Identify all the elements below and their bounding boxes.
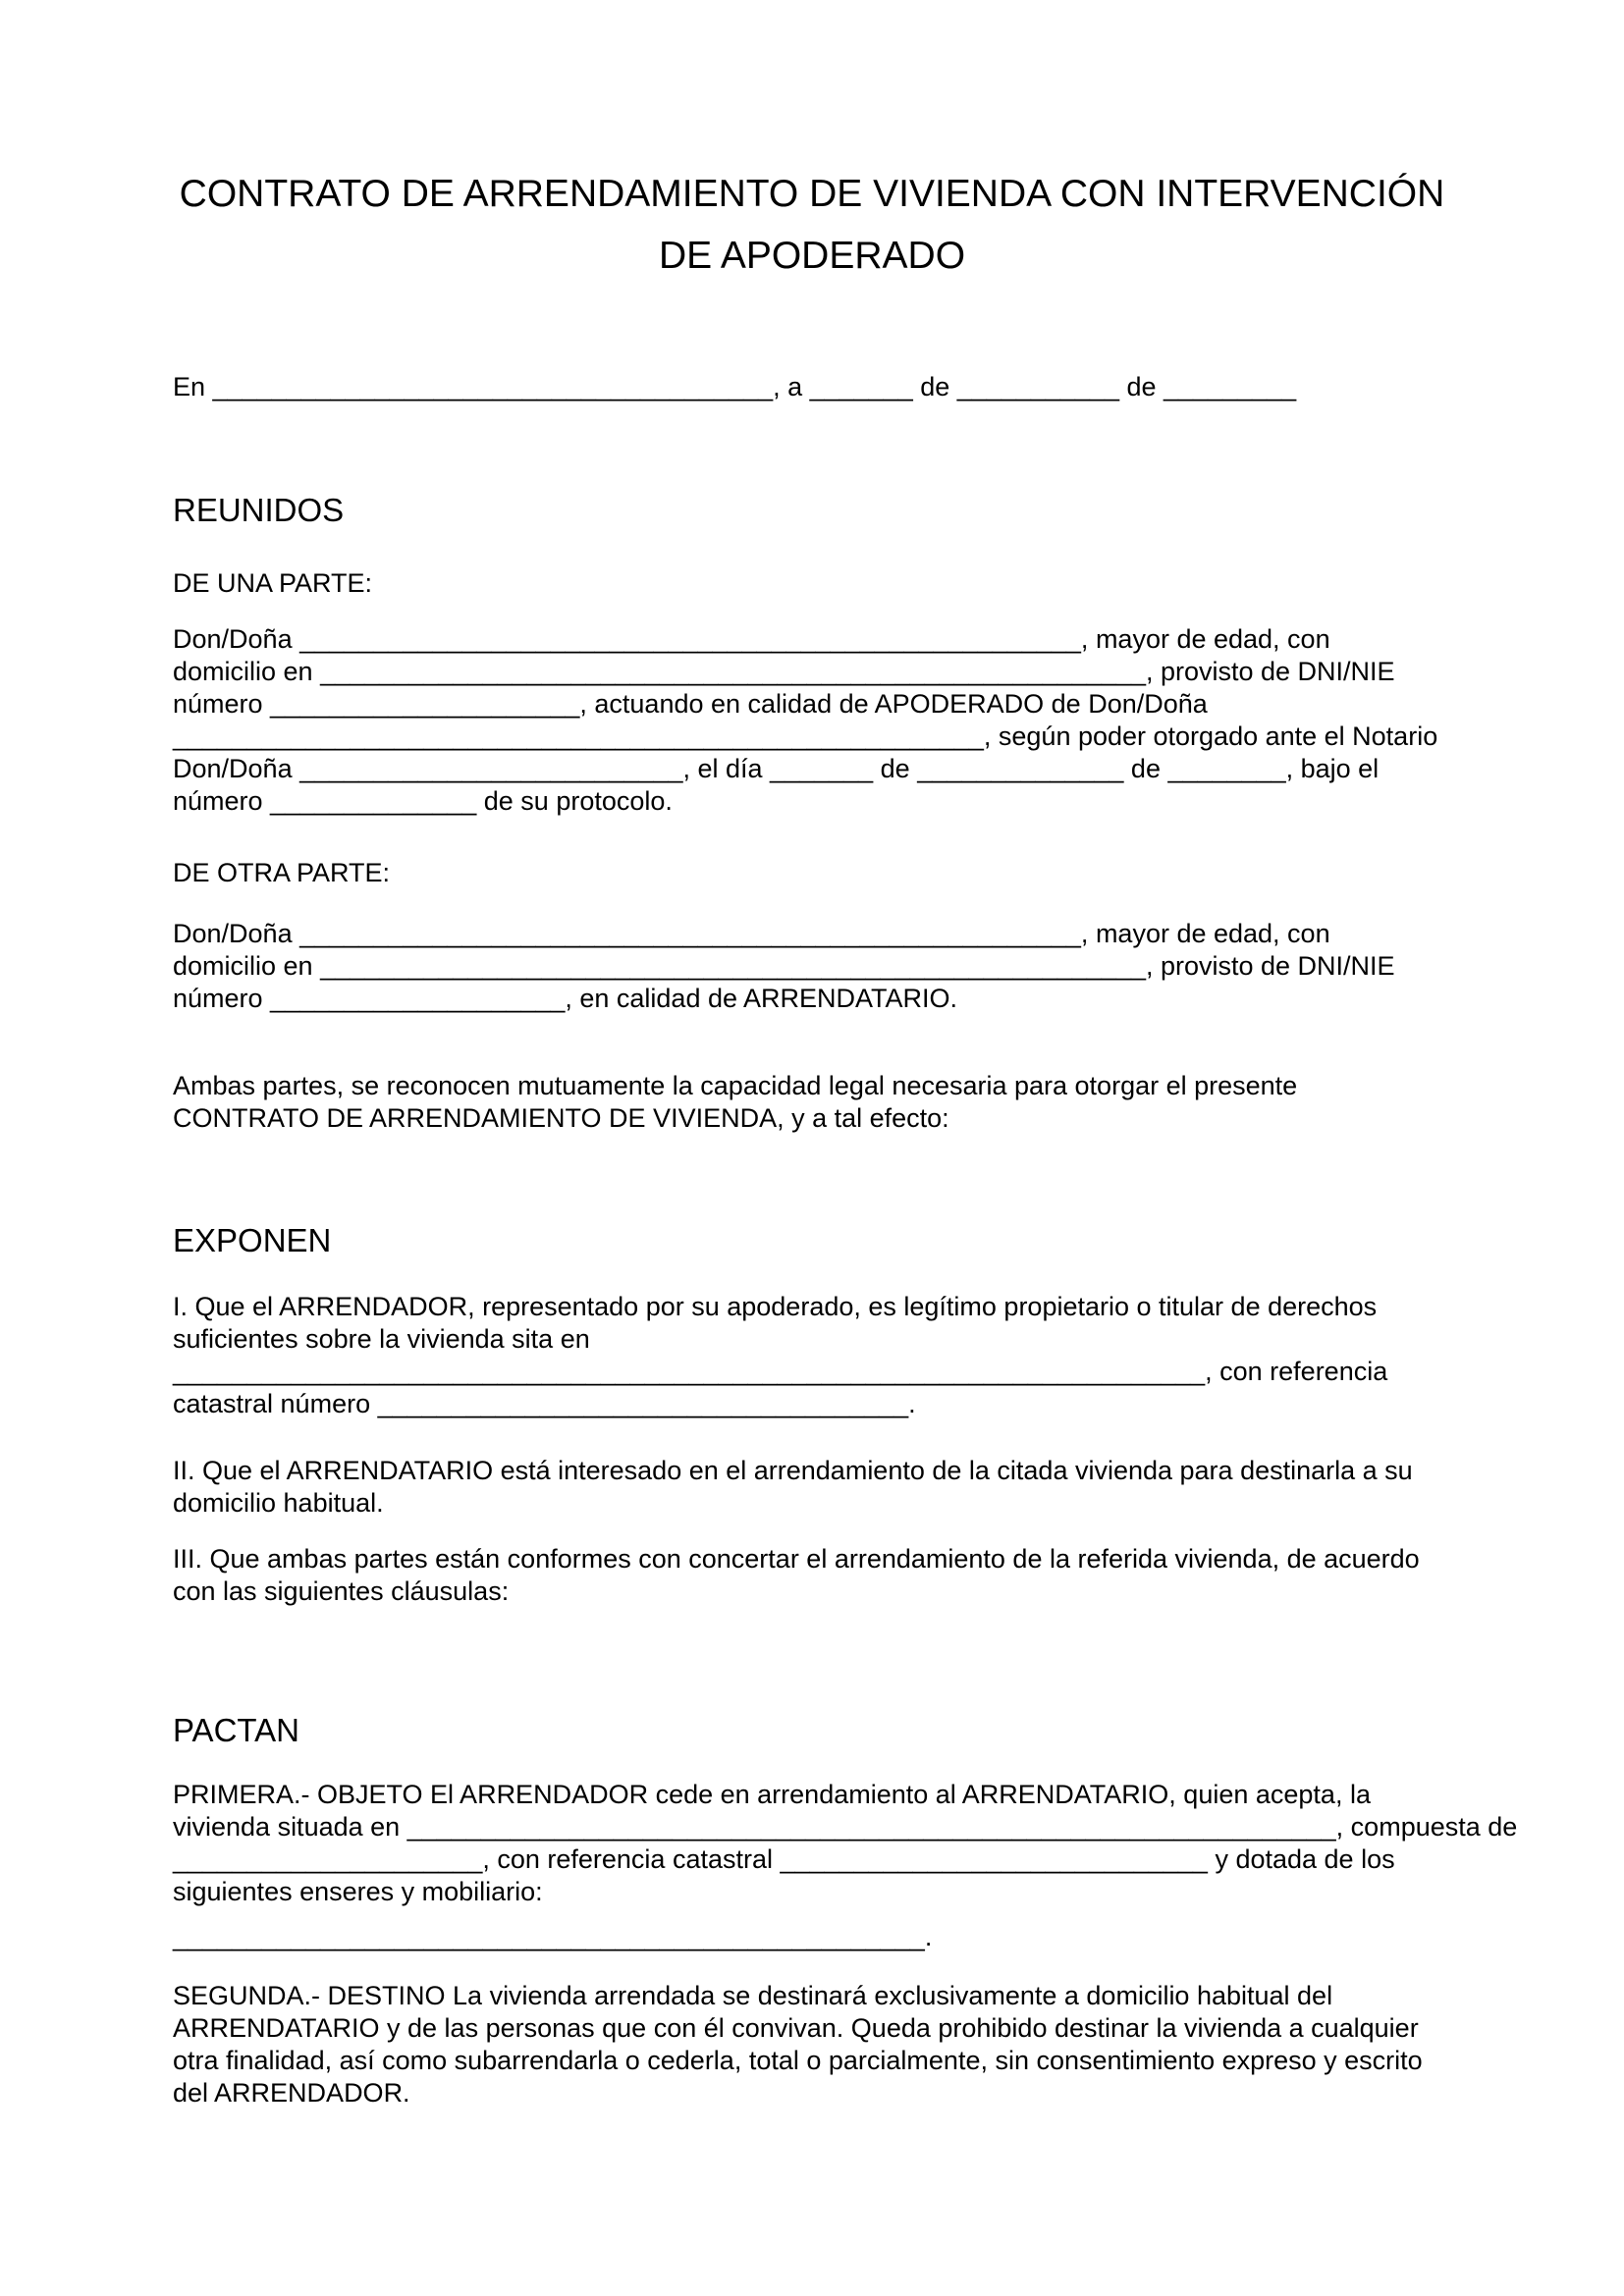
exponen-item2-line: domicilio habitual.: [173, 1488, 384, 1518]
exponen-item2-line: II. Que el ARRENDATARIO está interesado en el arrendamiento de la citada vivienda para destinarla a su: [173, 1456, 1413, 1485]
exponen-item2: [173, 1455, 1451, 1520]
exponen-item1: [173, 1291, 1451, 1420]
clause-primera: [173, 1779, 1518, 1908]
clause-segunda-line: otra finalidad, así como subarrendarla o cederla, total o parcialmente, sin consentimiento expreso y escrito: [173, 2046, 1423, 2075]
party1-line: Don/Doña __________________________, el día _______ de ______________ de ________, bajo el: [173, 754, 1380, 783]
party1-paragraph: [173, 623, 1451, 818]
clause-segunda-line: del ARRENDADOR.: [173, 2078, 410, 2108]
exponen-item3-line: III. Que ambas partes están conformes con concertar el arrendamiento de la referida vivienda, de acuerdo: [173, 1544, 1420, 1574]
exponen-item3-line: con las siguientes cláusulas:: [173, 1576, 510, 1606]
party2-line: Don/Doña _____________________________________________________, mayor de edad, con: [173, 919, 1330, 948]
party1-line: número _____________________, actuando en calidad de APODERADO de Don/Doña: [173, 689, 1208, 719]
party1-line: _______________________________________________________, según poder otorgado ante el Notario: [173, 721, 1438, 751]
exponen-item1-line: suficientes sobre la vivienda sita en: [173, 1324, 590, 1354]
section-heading-exponen: EXPONEN: [173, 1222, 332, 1258]
capacity-line: CONTRATO DE ARRENDAMIENTO DE VIVIENDA, y a tal efecto:: [173, 1103, 949, 1133]
exponen-item3: [173, 1543, 1451, 1608]
exponen-item1-line: ______________________________________________________________________, con referencia: [173, 1357, 1388, 1386]
date-place-line: En ______________________________________, a _______ de ___________ de _________: [173, 372, 1297, 401]
section-heading-pactan: PACTAN: [173, 1712, 299, 1748]
clause-primera-line: PRIMERA.- OBJETO El ARRENDADOR cede en arrendamiento al ARRENDATARIO, quien acepta, la: [173, 1780, 1371, 1809]
party1-line: número ______________ de su protocolo.: [173, 786, 673, 816]
clause-primera-line: siguientes enseres y mobiliario:: [173, 1877, 543, 1906]
contract-title: [173, 163, 1451, 287]
party2-label: DE OTRA PARTE:: [173, 858, 391, 887]
clause-primera-fill-line: ___________________________________________________.: [173, 1922, 933, 1951]
party1-line: Don/Doña _____________________________________________________, mayor de edad, con: [173, 624, 1330, 654]
capacity-line: Ambas partes, se reconocen mutuamente la capacidad legal necesaria para otorgar el presente: [173, 1071, 1298, 1100]
exponen-item1-line: catastral número ____________________________________.: [173, 1389, 916, 1418]
capacity-paragraph: [173, 1070, 1451, 1135]
clause-segunda-line: ARRENDATARIO y de las personas que con él convivan. Queda prohibido destinar la vivienda a cualquier: [173, 2013, 1419, 2043]
contract-title-line1: CONTRATO DE ARRENDAMIENTO DE VIVIENDA CON INTERVENCIÓN: [179, 173, 1445, 215]
party2-line: domicilio en ________________________________________________________, provisto de DNI/NIE: [173, 951, 1395, 981]
clause-primera-line: vivienda situada en _______________________________________________________________, compuesta de: [173, 1812, 1518, 1842]
contract-title-line2: DE APODERADO: [658, 235, 966, 277]
section-heading-reunidos: REUNIDOS: [173, 492, 345, 528]
party1-line: domicilio en ________________________________________________________, provisto de DNI/NIE: [173, 657, 1395, 686]
party2-line: número ____________________, en calidad de ARRENDATARIO.: [173, 984, 958, 1013]
party2-paragraph: [173, 918, 1451, 1015]
clause-segunda: [173, 1980, 1451, 2109]
party1-label: DE UNA PARTE:: [173, 568, 373, 598]
exponen-item1-line: I. Que el ARRENDADOR, representado por su apoderado, es legítimo propietario o titular de derechos: [173, 1292, 1378, 1321]
clause-primera-line: _____________________, con referencia catastral _____________________________ y dotada de los: [173, 1844, 1395, 1874]
clause-segunda-line: SEGUNDA.- DESTINO La vivienda arrendada se destinará exclusivamente a domicilio habitual del: [173, 1981, 1333, 2010]
